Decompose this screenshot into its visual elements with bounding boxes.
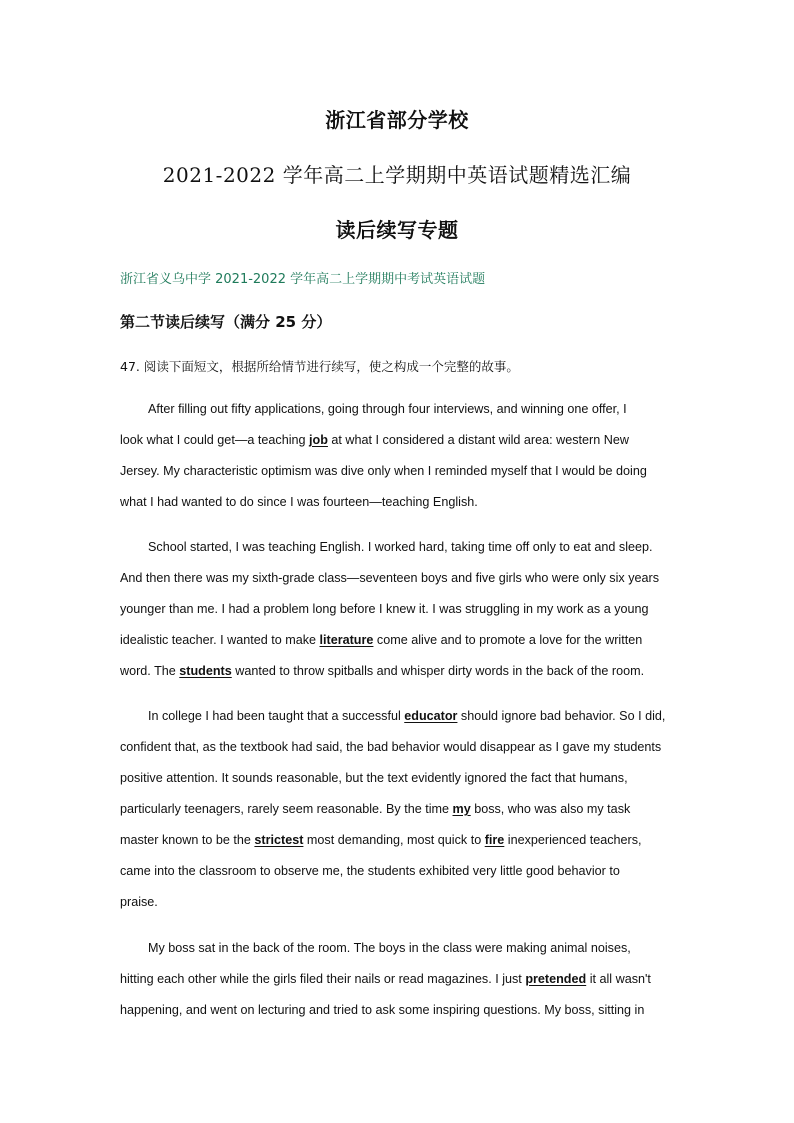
paragraph-line: younger than me. I had a problem long before I knew it. I was struggling in my work as a young <box>120 602 649 616</box>
paragraph-line <box>120 833 642 847</box>
paragraph-line: Jersey. My characteristic optimism was dive only when I reminded myself that I would be doing <box>120 464 647 478</box>
paragraph-line: happening, and went on lecturing and tried to ask some inspiring questions. My boss, sitting in <box>120 1003 645 1017</box>
text-run: come alive and to promote a love for the written <box>373 633 643 647</box>
text-run: it all wasn't <box>586 972 651 986</box>
text-run: word. The <box>120 664 180 678</box>
paragraph-line: My boss sat in the back of the room. The boys in the class were making animal noises, <box>148 941 631 955</box>
text-run: look what I could get—a teaching <box>120 433 310 447</box>
paragraph-line: praise. <box>120 895 158 909</box>
text-run: at what I considered a distant wild area: western New <box>327 433 629 447</box>
question-instruction: 47. 阅读下面短文，根据所给情节进行续写，使之构成一个完整的故事。 <box>120 359 519 374</box>
paragraph-line: confident that, as the textbook had said, the bad behavior would disappear as I gave my students <box>120 740 662 754</box>
paragraph-line <box>120 802 630 816</box>
paragraph-line <box>120 633 642 647</box>
text-run: hitting each other while the girls filed their nails or read magazines. I just <box>120 972 526 986</box>
document-subtitle: 2021-2022 学年高二上学期期中英语试题精选汇编 <box>162 163 632 187</box>
paragraph-line: And then there was my sixth-grade class—seventeen boys and five girls who were only six years <box>120 571 659 585</box>
section-heading: 第二节读后续写（满分 25 分） <box>120 313 332 331</box>
paragraph-line: came into the classroom to observe me, the students exhibited very little good behavior to <box>120 864 620 878</box>
paragraph-line <box>120 972 651 986</box>
text-run: wanted to throw spitballs and whisper dirty words in the back of the room. <box>231 664 645 678</box>
text-run: master known to be the <box>120 833 255 847</box>
keyword: students <box>179 664 232 678</box>
keyword: job <box>309 433 328 447</box>
keyword: my <box>452 802 471 816</box>
paragraph-line: After filling out fifty applications, going through four interviews, and winning one offer, I <box>148 402 627 416</box>
paragraph-line: School started, I was teaching English. I worked hard, taking time off only to eat and sleep. <box>148 540 653 554</box>
topic-title: 读后续写专题 <box>335 218 459 242</box>
keyword: educator <box>404 709 458 723</box>
keyword: fire <box>484 833 505 847</box>
keyword: pretended <box>525 972 587 986</box>
text-run: should ignore bad behavior. So I did, <box>457 709 666 723</box>
exam-source: 浙江省义乌中学 2021-2022 学年高二上学期期中考试英语试题 <box>120 272 486 287</box>
text-run: most demanding, most quick to <box>303 833 485 847</box>
text-run: In college I had been taught that a successful <box>148 709 405 723</box>
paragraph-line: what I had wanted to do since I was fourteen—teaching English. <box>120 495 478 509</box>
paragraph-line <box>120 433 629 447</box>
text-run: boss, who was also my task <box>470 802 631 816</box>
paragraph-line <box>120 664 644 678</box>
document-title: 浙江省部分学校 <box>325 108 469 132</box>
paragraph-line <box>148 709 665 723</box>
text-run: idealistic teacher. I wanted to make <box>120 633 320 647</box>
paragraph-line: positive attention. It sounds reasonable, but the text evidently ignored the fact that humans, <box>120 771 628 785</box>
text-run: inexperienced teachers, <box>504 833 642 847</box>
text-run: particularly teenagers, rarely seem reasonable. By the time <box>120 802 453 816</box>
keyword: literature <box>319 633 374 647</box>
keyword: strictest <box>254 833 304 847</box>
